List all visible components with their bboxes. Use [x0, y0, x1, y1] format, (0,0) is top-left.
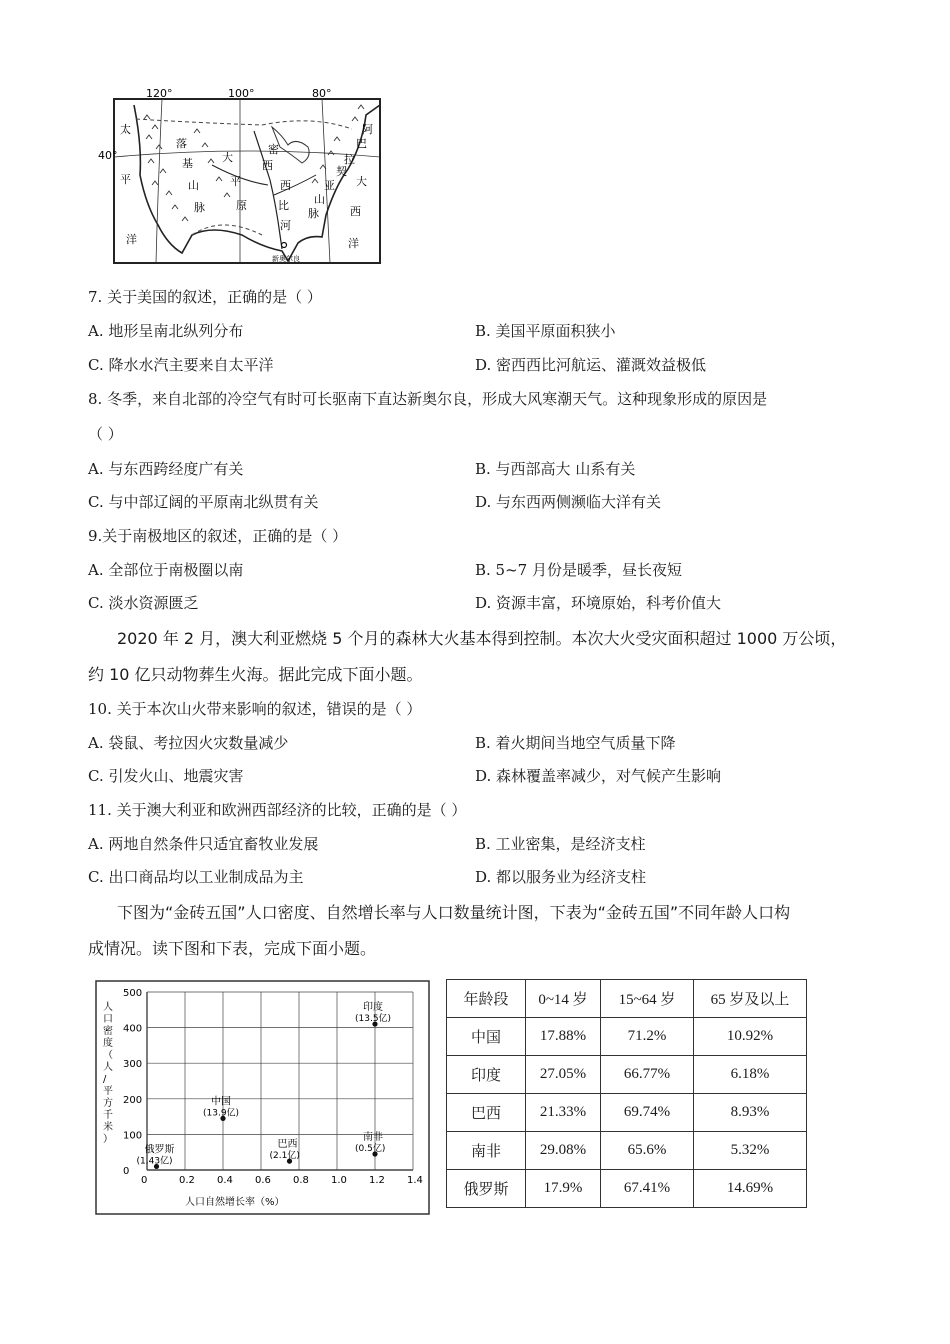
point-population-label: (2.1亿): [269, 1151, 300, 1162]
label-new-orleans: 新奥尔良: [272, 255, 300, 263]
y-tick-label: 100: [123, 1130, 143, 1142]
age-structure-table: [446, 979, 807, 1208]
point-name-label: 南非: [363, 1131, 383, 1143]
label-mississippi-4: 比: [278, 199, 289, 212]
label-appalachian-3: 拉: [344, 153, 355, 166]
row-value: 8.93%: [694, 1094, 807, 1132]
label-mississippi-5: 河: [280, 219, 291, 232]
y-tick-label: 500: [123, 988, 143, 999]
table-row: [447, 1132, 807, 1170]
label-mississippi-3: 西: [280, 179, 291, 192]
question-8-stem: 8. 冬季，来自北部的冷空气有时可长驱南下直达新奥尔良，形成大风寒潮天气。这种现象形成的原因是: [88, 390, 768, 408]
q7-option-a: A. 地形呈南北纵列分布: [88, 322, 244, 340]
header-0-14: 0~14 岁: [526, 980, 601, 1018]
question-11-stem: 11. 关于澳大利亚和欧洲西部经济的比较，正确的是（ ）: [88, 801, 467, 819]
q10-option-b: B. 着火期间当地空气质量下降: [475, 734, 676, 752]
x-tick-label: 1.0: [331, 1175, 347, 1186]
passage-2-line-1: 下图为“金砖五国”人口密度、自然增长率与人口数量统计图，下表为“金砖五国”不同年龄人口构: [117, 903, 791, 922]
q7-option-c: C. 降水水汽主要来自太平洋: [88, 356, 274, 374]
q8-option-c: C. 与中部辽阔的平原南北纵贯有关: [88, 493, 319, 511]
point-name-label: 中国: [211, 1096, 231, 1108]
y-label-char: ）: [103, 1134, 113, 1145]
point-population-label: (13.9亿): [203, 1108, 240, 1119]
label-plains-2: 平: [230, 175, 241, 188]
label-pacific-2: 平: [120, 173, 131, 186]
label-appalachian-7: 脉: [308, 207, 319, 220]
label-pacific-3: 洋: [126, 233, 137, 246]
row-value: 69.74%: [601, 1094, 694, 1132]
lon-label-100: 100°: [228, 87, 255, 100]
q8-option-a: A. 与东西跨经度广有关: [88, 460, 244, 478]
q9-option-b: B. 5~7 月份是暖季，昼长夜短: [475, 561, 682, 579]
chart-x-label: 人口自然增长率（%）: [185, 1197, 285, 1208]
y-label-char: （: [103, 1050, 113, 1061]
q8-option-d: D. 与东西两侧濒临大洋有关: [475, 493, 662, 511]
point-population-label: (1.43亿): [136, 1156, 173, 1167]
x-tick-label: 1.4: [407, 1175, 423, 1186]
label-appalachian-6: 山: [314, 193, 325, 206]
label-appalachian-2: 巴: [356, 137, 367, 150]
question-10-stem: 10. 关于本次山火带来影响的叙述，错误的是（ ）: [88, 700, 422, 718]
q10-option-a: A. 袋鼠、考拉因火灾数量减少: [88, 734, 289, 752]
y-tick-label: 400: [123, 1023, 143, 1035]
label-appalachian-4: 契: [336, 165, 347, 178]
point-population-label: (13.5亿): [355, 1014, 392, 1025]
row-country: 南非: [447, 1132, 526, 1170]
x-tick-label: 0.4: [217, 1175, 233, 1186]
table-row: [447, 1018, 807, 1056]
label-atlantic-2: 西: [350, 205, 361, 218]
row-value: 10.92%: [694, 1018, 807, 1056]
passage-1-line-1: 2020 年 2 月，澳大利亚燃烧 5 个月的森林大火基本得到控制。本次大火受灾面积超过 1000 万公顷，: [117, 629, 847, 648]
header-65-plus: 65 岁及以上: [694, 980, 807, 1018]
point-name-label: 俄罗斯: [144, 1144, 175, 1156]
row-value: 67.41%: [601, 1170, 694, 1208]
lon-label-120: 120°: [146, 87, 173, 100]
q9-option-d: D. 资源丰富，环境原始，科考价值大: [475, 594, 722, 612]
row-country: 中国: [447, 1018, 526, 1056]
label-appalachian-5: 亚: [324, 179, 335, 192]
label-atlantic-1: 大: [356, 175, 367, 188]
y-label-char: 人: [103, 1002, 113, 1013]
y-label-char: 米: [103, 1122, 113, 1133]
table-row: [447, 1170, 807, 1208]
q11-option-c: C. 出口商品均以工业制成品为主: [88, 868, 304, 886]
q10-option-d: D. 森林覆盖率减少，对气候产生影响: [475, 767, 722, 785]
lon-label-80: 80°: [312, 87, 332, 100]
label-rocky-4: 脉: [194, 201, 205, 214]
q11-option-b: B. 工业密集，是经济支柱: [475, 835, 646, 853]
table-row: [447, 1056, 807, 1094]
label-mississippi-2: 西: [262, 159, 273, 172]
row-value: 27.05%: [526, 1056, 601, 1094]
table-header-row: [447, 980, 807, 1018]
row-country: 巴西: [447, 1094, 526, 1132]
usa-map: [98, 85, 382, 265]
row-value: 21.33%: [526, 1094, 601, 1132]
row-country: 俄罗斯: [447, 1170, 526, 1208]
row-value: 65.6%: [601, 1132, 694, 1170]
new-orleans-marker: [282, 243, 287, 248]
y-label-char: 千: [103, 1110, 113, 1121]
row-value: 66.77%: [601, 1056, 694, 1094]
passage-2-line-2: 成情况。读下图和下表，完成下面小题。: [88, 939, 377, 958]
q7-option-d: D. 密西西比河航运、灌溉效益极低: [475, 356, 707, 374]
y-tick-label: 0: [123, 1166, 130, 1177]
x-tick-label: 1.2: [369, 1175, 385, 1186]
row-country: 印度: [447, 1056, 526, 1094]
passage-1-line-2: 约 10 亿只动物葬生火海。据此完成下面小题。: [88, 665, 423, 684]
label-plains-3: 原: [236, 199, 247, 212]
q10-option-c: C. 引发火山、地震灾害: [88, 767, 244, 785]
row-value: 71.2%: [601, 1018, 694, 1056]
y-label-char: 口: [103, 1014, 113, 1025]
y-label-char: 度: [103, 1038, 113, 1049]
label-rocky-2: 基: [182, 157, 193, 170]
row-value: 17.9%: [526, 1170, 601, 1208]
label-pacific-1: 太: [120, 123, 131, 136]
label-plains-1: 大: [222, 151, 233, 164]
header-age-group: 年龄段: [447, 980, 526, 1018]
q11-option-a: A. 两地自然条件只适宜畜牧业发展: [88, 835, 319, 853]
question-9-stem: 9.关于南极地区的叙述，正确的是（ ）: [88, 527, 348, 545]
label-rocky-1: 落: [176, 137, 187, 150]
y-label-char: 平: [103, 1086, 113, 1097]
row-value: 17.88%: [526, 1018, 601, 1056]
row-value: 29.08%: [526, 1132, 601, 1170]
row-value: 5.32%: [694, 1132, 807, 1170]
y-tick-label: 200: [123, 1094, 143, 1106]
table-row: [447, 1094, 807, 1132]
x-tick-label: 0.2: [179, 1175, 195, 1186]
point-name-label: 巴西: [277, 1139, 298, 1151]
population-scatter-chart: [95, 980, 430, 1215]
y-label-char: 方: [103, 1098, 113, 1109]
label-appalachian-1: 阿: [362, 123, 373, 136]
y-tick-label: 300: [123, 1059, 143, 1071]
x-tick-label: 0: [141, 1175, 148, 1186]
question-7-stem: 7. 关于美国的叙述，正确的是（ ）: [88, 288, 322, 306]
q9-option-a: A. 全部位于南极圈以南: [88, 561, 244, 579]
label-atlantic-3: 洋: [348, 237, 359, 250]
x-tick-label: 0.6: [255, 1175, 271, 1186]
question-8-stem-cont: （ ）: [88, 425, 123, 443]
q9-option-c: C. 淡水资源匮乏: [88, 594, 199, 612]
point-name-label: 印度: [363, 1002, 383, 1014]
chart-y-label: [103, 1000, 113, 1145]
lat-label-40: 40°: [98, 149, 118, 162]
row-value: 14.69%: [694, 1170, 807, 1208]
q11-option-d: D. 都以服务业为经济支柱: [475, 868, 647, 886]
label-rocky-3: 山: [188, 179, 199, 192]
label-mississippi-1: 密: [268, 143, 279, 156]
x-tick-label: 0.8: [293, 1175, 309, 1186]
header-15-64: 15~64 岁: [601, 980, 694, 1018]
y-label-char: 人: [103, 1062, 113, 1073]
q8-option-b: B. 与西部高大 山系有关: [475, 460, 636, 478]
y-label-char: 密: [103, 1026, 113, 1037]
point-population-label: (0.5亿): [355, 1143, 386, 1154]
q7-option-b: B. 美国平原面积狭小: [475, 322, 616, 340]
y-label-char: /: [103, 1074, 107, 1085]
row-value: 6.18%: [694, 1056, 807, 1094]
